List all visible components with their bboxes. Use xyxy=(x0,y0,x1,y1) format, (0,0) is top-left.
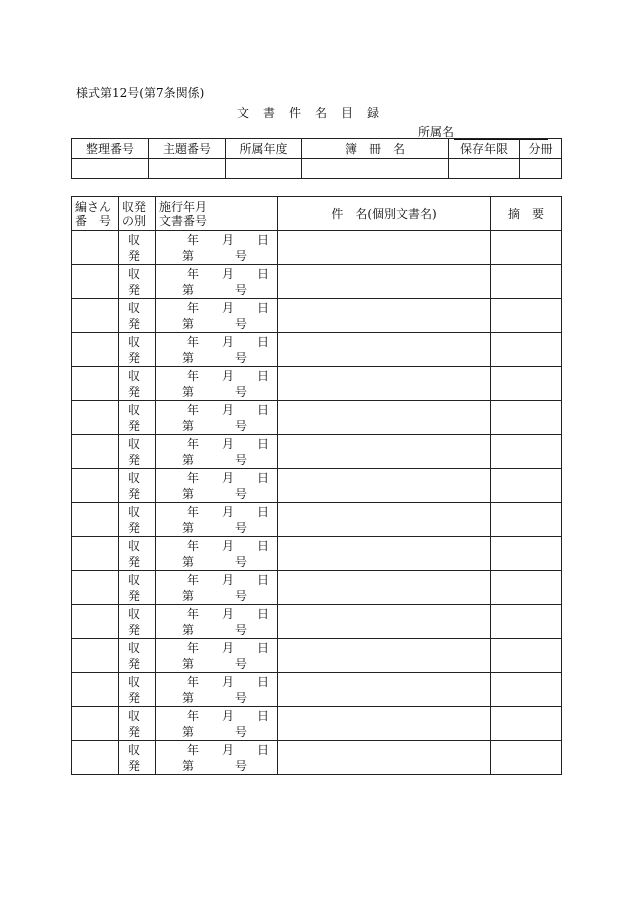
date-docnumber-cell[interactable] xyxy=(156,265,278,299)
month-label: 月 xyxy=(221,504,234,519)
col-docnumber-line: 文書番号 xyxy=(159,213,208,228)
day-label: 日 xyxy=(256,266,269,281)
subject-number-cell[interactable] xyxy=(149,159,226,179)
header-table-input-row xyxy=(72,159,562,179)
send-label: 発 xyxy=(128,248,141,263)
subject-cell[interactable] xyxy=(278,367,491,401)
date-docnumber-cell[interactable] xyxy=(156,367,278,401)
table-row xyxy=(72,231,562,265)
go-label: 号 xyxy=(234,656,247,671)
receive-label: 収 xyxy=(128,368,141,383)
table-row xyxy=(72,469,562,503)
dai-label: 第 xyxy=(182,554,195,569)
send-label: 発 xyxy=(128,724,141,739)
table-row xyxy=(72,367,562,401)
date-docnumber-cell[interactable] xyxy=(156,435,278,469)
date-docnumber-cell[interactable] xyxy=(156,673,278,707)
col-receive-send-line1: 収発 xyxy=(122,199,147,214)
receive-label: 収 xyxy=(128,300,141,315)
summary-cell[interactable] xyxy=(491,571,562,605)
form-id: 様式第12号(第7条関係) xyxy=(76,86,205,100)
go-label: 号 xyxy=(234,758,247,773)
subject-cell[interactable] xyxy=(278,333,491,367)
go-label: 号 xyxy=(234,520,247,535)
send-label: 発 xyxy=(128,316,141,331)
fiscal-year-cell[interactable] xyxy=(226,159,302,179)
compilation-number-cell[interactable] xyxy=(72,333,119,367)
send-label: 発 xyxy=(128,384,141,399)
summary-cell[interactable] xyxy=(491,435,562,469)
col-compilation-number-line2: 番 号 xyxy=(75,213,112,228)
dai-label: 第 xyxy=(182,656,195,671)
year-label: 年 xyxy=(187,606,200,621)
receive-label: 収 xyxy=(128,538,141,553)
date-docnumber-cell[interactable] xyxy=(156,741,278,775)
receive-send-cell[interactable] xyxy=(119,571,156,605)
year-label: 年 xyxy=(187,334,200,349)
col-receive-send xyxy=(119,197,156,231)
send-label: 発 xyxy=(128,418,141,433)
receive-send-cell[interactable] xyxy=(119,265,156,299)
send-label: 発 xyxy=(128,282,141,297)
receive-label: 収 xyxy=(128,674,141,689)
month-label: 月 xyxy=(221,640,234,655)
dai-label: 第 xyxy=(182,588,195,603)
year-label: 年 xyxy=(187,368,200,383)
dai-label: 第 xyxy=(182,520,195,535)
table-row xyxy=(72,639,562,673)
receive-send-cell[interactable] xyxy=(119,605,156,639)
dai-label: 第 xyxy=(182,384,195,399)
year-label: 年 xyxy=(187,504,200,519)
summary-cell[interactable] xyxy=(491,231,562,265)
dai-label: 第 xyxy=(182,758,195,773)
subject-cell[interactable] xyxy=(278,231,491,265)
col-ledger-name: 簿 冊 名 xyxy=(302,139,449,159)
dai-label: 第 xyxy=(182,690,195,705)
subject-cell[interactable] xyxy=(278,435,491,469)
day-label: 日 xyxy=(256,674,269,689)
go-label: 号 xyxy=(234,452,247,467)
day-label: 日 xyxy=(256,470,269,485)
receive-label: 収 xyxy=(128,606,141,621)
summary-cell[interactable] xyxy=(491,265,562,299)
summary-cell[interactable] xyxy=(491,401,562,435)
month-label: 月 xyxy=(221,300,234,315)
table-row xyxy=(72,571,562,605)
compilation-number-cell[interactable] xyxy=(72,639,119,673)
send-label: 発 xyxy=(128,622,141,637)
day-label: 日 xyxy=(256,300,269,315)
go-label: 号 xyxy=(234,690,247,705)
summary-cell[interactable] xyxy=(491,673,562,707)
month-label: 月 xyxy=(221,436,234,451)
dai-label: 第 xyxy=(182,452,195,467)
receive-send-cell[interactable] xyxy=(119,333,156,367)
receive-label: 収 xyxy=(128,334,141,349)
receive-label: 収 xyxy=(128,436,141,451)
day-label: 日 xyxy=(256,640,269,655)
send-label: 発 xyxy=(128,758,141,773)
subject-cell[interactable] xyxy=(278,673,491,707)
year-label: 年 xyxy=(187,436,200,451)
col-file-number: 整理番号 xyxy=(72,139,149,159)
receive-send-cell[interactable] xyxy=(119,673,156,707)
subject-cell[interactable] xyxy=(278,571,491,605)
date-docnumber-cell[interactable] xyxy=(156,503,278,537)
subject-cell[interactable] xyxy=(278,639,491,673)
go-label: 号 xyxy=(234,622,247,637)
month-label: 月 xyxy=(221,232,234,247)
compilation-number-cell[interactable] xyxy=(72,707,119,741)
go-label: 号 xyxy=(234,248,247,263)
receive-label: 収 xyxy=(128,640,141,655)
month-label: 月 xyxy=(221,266,234,281)
receive-label: 収 xyxy=(128,708,141,723)
month-label: 月 xyxy=(221,368,234,383)
day-label: 日 xyxy=(256,334,269,349)
day-label: 日 xyxy=(256,402,269,417)
send-label: 発 xyxy=(128,520,141,535)
year-label: 年 xyxy=(187,674,200,689)
document-title: 文書件名目録 xyxy=(236,106,393,120)
date-docnumber-cell[interactable] xyxy=(156,333,278,367)
receive-send-cell[interactable] xyxy=(119,707,156,741)
day-label: 日 xyxy=(256,436,269,451)
compilation-number-cell[interactable] xyxy=(72,469,119,503)
dai-label: 第 xyxy=(182,282,195,297)
col-retention-period: 保存年限 xyxy=(449,139,520,159)
table-row xyxy=(72,673,562,707)
go-label: 号 xyxy=(234,316,247,331)
subject-cell[interactable] xyxy=(278,469,491,503)
month-label: 月 xyxy=(221,402,234,417)
year-label: 年 xyxy=(187,538,200,553)
send-label: 発 xyxy=(128,554,141,569)
receive-send-cell[interactable] xyxy=(119,537,156,571)
date-docnumber-cell[interactable] xyxy=(156,299,278,333)
receive-send-cell[interactable] xyxy=(119,741,156,775)
table-row xyxy=(72,741,562,775)
send-label: 発 xyxy=(128,350,141,365)
compilation-number-cell[interactable] xyxy=(72,571,119,605)
go-label: 号 xyxy=(234,418,247,433)
receive-send-cell[interactable] xyxy=(119,231,156,265)
col-compilation-number xyxy=(72,197,119,231)
header-table-head-row xyxy=(72,139,562,159)
send-label: 発 xyxy=(128,690,141,705)
summary-cell[interactable] xyxy=(491,469,562,503)
date-docnumber-cell[interactable] xyxy=(156,537,278,571)
compilation-number-cell[interactable] xyxy=(72,231,119,265)
month-label: 月 xyxy=(221,572,234,587)
receive-label: 収 xyxy=(128,470,141,485)
subject-cell[interactable] xyxy=(278,299,491,333)
send-label: 発 xyxy=(128,656,141,671)
compilation-number-cell[interactable] xyxy=(72,673,119,707)
col-summary: 摘 要 xyxy=(491,197,562,231)
subject-cell[interactable] xyxy=(278,537,491,571)
receive-send-cell[interactable] xyxy=(119,639,156,673)
col-subject: 件 名(個別文書名) xyxy=(278,197,491,231)
table-row xyxy=(72,537,562,571)
month-label: 月 xyxy=(221,606,234,621)
table-row xyxy=(72,435,562,469)
day-label: 日 xyxy=(256,232,269,247)
table-row xyxy=(72,503,562,537)
day-label: 日 xyxy=(256,368,269,383)
year-label: 年 xyxy=(187,708,200,723)
dai-label: 第 xyxy=(182,350,195,365)
col-compilation-number-line1: 編さん xyxy=(75,199,112,214)
col-volume: 分冊 xyxy=(520,139,562,159)
ledger-name-cell[interactable] xyxy=(302,159,449,179)
register-header-table xyxy=(71,138,562,179)
compilation-number-cell[interactable] xyxy=(72,401,119,435)
subject-cell[interactable] xyxy=(278,605,491,639)
compilation-number-cell[interactable] xyxy=(72,299,119,333)
compilation-number-cell[interactable] xyxy=(72,741,119,775)
col-fiscal-year: 所属年度 xyxy=(226,139,302,159)
receive-send-cell[interactable] xyxy=(119,435,156,469)
summary-cell[interactable] xyxy=(491,537,562,571)
month-label: 月 xyxy=(221,674,234,689)
table-row xyxy=(72,605,562,639)
col-receive-send-line2: の別 xyxy=(122,213,147,228)
receive-label: 収 xyxy=(128,232,141,247)
receive-label: 収 xyxy=(128,504,141,519)
day-label: 日 xyxy=(256,538,269,553)
compilation-number-cell[interactable] xyxy=(72,537,119,571)
send-label: 発 xyxy=(128,588,141,603)
day-label: 日 xyxy=(256,708,269,723)
month-label: 月 xyxy=(221,334,234,349)
compilation-number-cell[interactable] xyxy=(72,435,119,469)
summary-cell[interactable] xyxy=(491,333,562,367)
summary-cell[interactable] xyxy=(491,741,562,775)
summary-cell[interactable] xyxy=(491,299,562,333)
table-row xyxy=(72,707,562,741)
date-docnumber-cell[interactable] xyxy=(156,605,278,639)
summary-cell[interactable] xyxy=(491,605,562,639)
department-label: 所属名 xyxy=(418,125,455,139)
col-date-line: 施行年月 xyxy=(159,199,208,214)
dai-label: 第 xyxy=(182,486,195,501)
dai-label: 第 xyxy=(182,248,195,263)
month-label: 月 xyxy=(221,742,234,757)
receive-send-cell[interactable] xyxy=(119,503,156,537)
subject-cell[interactable] xyxy=(278,401,491,435)
day-label: 日 xyxy=(256,572,269,587)
receive-label: 収 xyxy=(128,266,141,281)
date-docnumber-cell[interactable] xyxy=(156,231,278,265)
table-row xyxy=(72,333,562,367)
table-row xyxy=(72,401,562,435)
year-label: 年 xyxy=(187,266,200,281)
go-label: 号 xyxy=(234,384,247,399)
date-docnumber-cell[interactable] xyxy=(156,469,278,503)
dai-label: 第 xyxy=(182,316,195,331)
subject-cell[interactable] xyxy=(278,707,491,741)
compilation-number-cell[interactable] xyxy=(72,265,119,299)
summary-cell[interactable] xyxy=(491,707,562,741)
go-label: 号 xyxy=(234,554,247,569)
dai-label: 第 xyxy=(182,724,195,739)
receive-send-cell[interactable] xyxy=(119,401,156,435)
compilation-number-cell[interactable] xyxy=(72,503,119,537)
month-label: 月 xyxy=(221,538,234,553)
subject-cell[interactable] xyxy=(278,265,491,299)
go-label: 号 xyxy=(234,724,247,739)
table-row xyxy=(72,299,562,333)
go-label: 号 xyxy=(234,282,247,297)
volume-cell[interactable] xyxy=(520,159,562,179)
go-label: 号 xyxy=(234,350,247,365)
year-label: 年 xyxy=(187,470,200,485)
subject-cell[interactable] xyxy=(278,503,491,537)
file-number-cell[interactable] xyxy=(72,159,149,179)
go-label: 号 xyxy=(234,486,247,501)
send-label: 発 xyxy=(128,452,141,467)
receive-send-cell[interactable] xyxy=(119,367,156,401)
summary-cell[interactable] xyxy=(491,639,562,673)
compilation-number-cell[interactable] xyxy=(72,367,119,401)
year-label: 年 xyxy=(187,572,200,587)
month-label: 月 xyxy=(221,708,234,723)
receive-send-cell[interactable] xyxy=(119,299,156,333)
receive-label: 収 xyxy=(128,572,141,587)
document-list-table xyxy=(71,196,562,775)
year-label: 年 xyxy=(187,232,200,247)
month-label: 月 xyxy=(221,470,234,485)
day-label: 日 xyxy=(256,606,269,621)
date-docnumber-cell[interactable] xyxy=(156,571,278,605)
dai-label: 第 xyxy=(182,622,195,637)
summary-cell[interactable] xyxy=(491,367,562,401)
compilation-number-cell[interactable] xyxy=(72,605,119,639)
summary-cell[interactable] xyxy=(491,503,562,537)
day-label: 日 xyxy=(256,742,269,757)
year-label: 年 xyxy=(187,402,200,417)
year-label: 年 xyxy=(187,742,200,757)
document-list-head-row xyxy=(72,197,562,231)
dai-label: 第 xyxy=(182,418,195,433)
date-docnumber-cell[interactable] xyxy=(156,401,278,435)
date-docnumber-cell[interactable] xyxy=(156,707,278,741)
day-label: 日 xyxy=(256,504,269,519)
col-subject-number: 主題番号 xyxy=(149,139,226,159)
subject-cell[interactable] xyxy=(278,741,491,775)
table-row xyxy=(72,265,562,299)
retention-period-cell[interactable] xyxy=(449,159,520,179)
date-docnumber-cell[interactable] xyxy=(156,639,278,673)
col-date-docnumber xyxy=(156,197,278,231)
year-label: 年 xyxy=(187,640,200,655)
receive-label: 収 xyxy=(128,742,141,757)
go-label: 号 xyxy=(234,588,247,603)
receive-label: 収 xyxy=(128,402,141,417)
receive-send-cell[interactable] xyxy=(119,469,156,503)
year-label: 年 xyxy=(187,300,200,315)
send-label: 発 xyxy=(128,486,141,501)
